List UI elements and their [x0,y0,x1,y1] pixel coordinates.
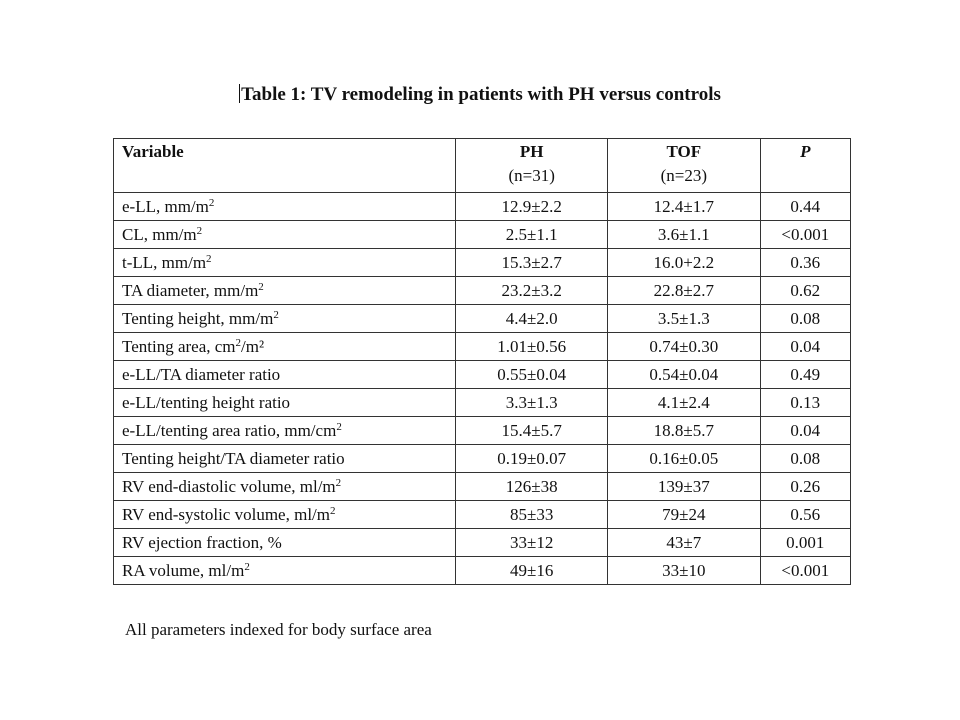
table-row [114,221,851,249]
cell-tof: 22.8±2.7 [608,277,761,305]
table-row [114,389,851,417]
cell-variable [114,221,456,249]
cell-ph: 23.2±3.2 [456,277,608,305]
variable-name: RV end-diastolic volume, ml/m [122,476,336,496]
cell-ph: 12.9±2.2 [456,193,608,221]
variable-unit-exponent: 2 [244,560,250,573]
variable-name: t-LL, mm/m [122,252,207,272]
table-row [114,557,851,585]
cell-tof: 139±37 [608,473,761,501]
cell-p-value: 0.26 [760,473,850,501]
cell-p-value: 0.08 [760,305,850,333]
cell-p-value: <0.001 [760,557,850,585]
header-p [760,139,850,193]
variable-name: RV end-systolic volume, ml/m [122,504,330,524]
cell-ph: 0.55±0.04 [456,361,608,389]
cell-tof: 0.16±0.05 [608,445,761,473]
table-title-text: Table 1: TV remodeling in patients with PH versus controls [241,84,721,105]
cell-p-value: 0.56 [760,501,850,529]
cell-tof: 43±7 [608,529,761,557]
header-tof [608,139,761,193]
variable-unit-exponent: 2 [335,476,342,489]
cell-variable [114,193,456,221]
cell-p-value: <0.001 [760,221,850,249]
cell-ph: 126±38 [456,473,608,501]
header-tof-n: (n=23) [660,166,708,185]
cell-tof: 3.5±1.3 [608,305,761,333]
variable-name: e-LL, mm/m [122,196,209,216]
cell-variable [114,333,456,361]
variable-unit-exponent: 2 [329,504,336,517]
table-title [0,84,960,106]
cell-variable [114,305,456,333]
table-row [114,501,851,529]
cell-variable [114,417,456,445]
data-table [113,138,851,585]
header-ph [456,139,608,193]
variable-name: e-LL/tenting area ratio, mm/cm [122,420,337,440]
cell-variable [114,277,456,305]
variable-name: CL, mm/m [122,224,197,244]
cell-tof: 18.8±5.7 [608,417,761,445]
variable-name: e-LL/TA diameter ratio [122,364,281,384]
table-footnote: All parameters indexed for body surface area [125,620,432,639]
variable-unit-exponent: 2 [336,420,342,433]
table-row [114,193,851,221]
cell-tof: 12.4±1.7 [608,193,761,221]
variable-name: TA diameter, mm/m [122,280,259,300]
cell-variable [114,361,456,389]
variable-name: Tenting height/TA diameter ratio [122,448,345,468]
cell-variable [114,557,456,585]
table-header [114,139,851,193]
header-ph-n: (n=31) [508,166,555,185]
cell-tof: 0.74±0.30 [608,333,761,361]
table-body [114,193,851,585]
cell-p-value: 0.49 [760,361,850,389]
variable-name: RA volume, ml/m [122,560,245,580]
cell-tof: 4.1±2.4 [608,389,761,417]
cell-p-value: 0.36 [760,249,850,277]
variable-unit-exponent: 2 [273,308,279,321]
cell-p-value: 0.04 [760,417,850,445]
cell-ph: 15.4±5.7 [456,417,608,445]
cell-ph: 33±12 [456,529,608,557]
cell-p-value: 0.62 [760,277,850,305]
table-row [114,249,851,277]
variable-name: Tenting height, mm/m [122,308,274,328]
table-row [114,277,851,305]
table-row [114,445,851,473]
header-variable [114,139,456,193]
cell-p-value: 0.08 [760,445,850,473]
variable-name: Tenting area, cm [122,336,236,356]
variable-name: RV ejection fraction, % [122,532,282,552]
text-cursor [239,84,240,103]
cell-variable [114,501,456,529]
cell-variable [114,249,456,277]
cell-tof: 79±24 [608,501,761,529]
variable-unit-exponent: 2 [196,224,203,237]
table-row [114,305,851,333]
variable-unit-exponent: 2 [258,280,264,293]
variable-unit-exponent: 2 [206,252,212,265]
table-row [114,529,851,557]
cell-variable [114,473,456,501]
cell-ph: 3.3±1.3 [456,389,608,417]
cell-variable [114,445,456,473]
cell-ph: 15.3±2.7 [456,249,608,277]
cell-p-value: 0.001 [760,529,850,557]
cell-ph: 85±33 [456,501,608,529]
cell-variable [114,529,456,557]
cell-tof: 3.6±1.1 [608,221,761,249]
cell-p-value: 0.13 [760,389,850,417]
cell-variable [114,389,456,417]
cell-ph: 49±16 [456,557,608,585]
variable-unit-exponent: 2 [208,196,215,209]
header-ph-label: PH [519,142,544,161]
header-tof-label: TOF [666,142,702,161]
cell-ph: 0.19±0.07 [456,445,608,473]
header-variable-label: Variable [122,142,184,161]
cell-ph: 4.4±2.0 [456,305,608,333]
header-row [114,139,851,193]
cell-tof: 33±10 [608,557,761,585]
cell-p-value: 0.44 [760,193,850,221]
cell-ph: 2.5±1.1 [456,221,608,249]
variable-unit-suffix: /m² [241,336,265,356]
cell-p-value: 0.04 [760,333,850,361]
header-p-label: P [800,142,811,161]
table-row [114,333,851,361]
variable-unit-exponent: 2 [235,336,242,349]
cell-ph: 1.01±0.56 [456,333,608,361]
table-row [114,361,851,389]
cell-tof: 16.0+2.2 [608,249,761,277]
variable-name: e-LL/tenting height ratio [122,392,291,412]
table-row [114,417,851,445]
table-row [114,473,851,501]
cell-tof: 0.54±0.04 [608,361,761,389]
